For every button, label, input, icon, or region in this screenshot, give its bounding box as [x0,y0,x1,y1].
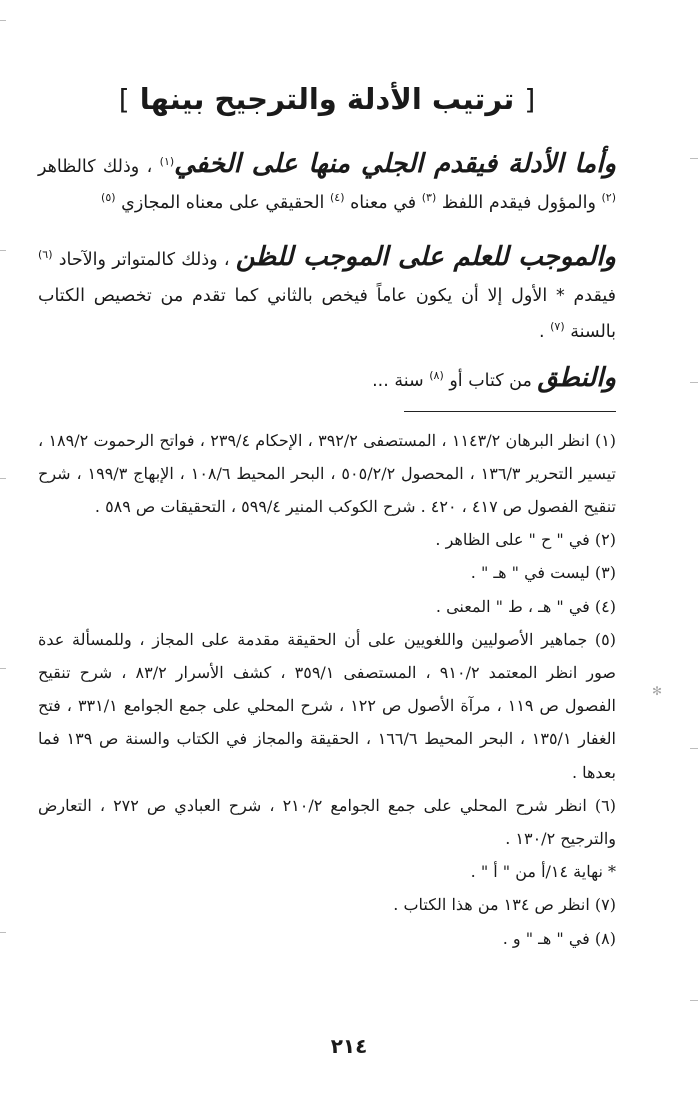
footnote: (٥) جماهير الأصوليين واللغويين على أن الحقيقة مقدمة على المجاز ، وللمسألة عدة صور انظر المعتمد ٩١٠/٢ ، المستصفى ٣٥٩/١ ، كشف الأسرار ٨٣/٢ ، شرح تنقيح الفصول ص ١١٩ ، مرآة الأصول ص ١٢٢ ، شرح المحلي على جمع الجوامع ٣٣١/١ ، فتح الغفار ١٣٥/١ ، البحر المحيط ١٦٦/٦ ، الحقيقة والمجاز في الكتاب والسنة ص ١٣٩ فما بعدها . [38,629,617,782]
footnote: (٧) انظر ص ١٣٤ من هذا الكتاب . [393,895,616,915]
footnote-ref: (٤) [329,191,345,205]
body-span: والمؤول فيقدم اللفظ [441,193,602,213]
page-number: ٢١٤ [330,1034,368,1058]
margin-tick [690,158,698,159]
footnote-ref: (٦) [38,247,53,261]
footnotes [38,424,616,955]
footnote: * نهاية ١٤/أ من " أ " . [470,862,616,882]
margin-tick [0,668,6,669]
body-span: في معناه [350,193,422,213]
body-span: . [538,321,551,342]
footnote: (٨) في " هـ " و . [502,928,616,948]
lead-phrase: والنطق [537,362,616,393]
lead-phrase: وأما الأدلة فيقدم الجلي منها على الخفي [174,149,616,179]
margin-tick [0,932,6,933]
scan-speck: ✻ [652,684,663,698]
title-bracket-open: [ [524,83,536,116]
body-span: الحقيقي على معناه المجازي [121,193,330,213]
body-span: سنة ... [372,370,430,391]
lead-phrase: والموجب للعلم على الموجب للظن [235,241,616,272]
body-span: ، وذلك كالمتواتر والآحاد [58,249,236,270]
title-text: ترتيب الأدلة والترجيح بينها [139,82,515,116]
paragraph-speech [38,360,616,399]
footnote-ref: (١) [159,155,175,169]
margin-tick [690,1000,698,1001]
paragraph-evidence-clear [38,146,616,221]
page-content [38,72,616,955]
margin-tick [0,250,6,251]
main-text [38,146,616,399]
footnote-separator [404,411,616,412]
footnote-ref: (٣) [421,191,437,205]
margin-tick [690,748,698,749]
margin-tick [0,478,6,479]
footnote-ref: (٢) [601,191,616,205]
margin-tick [690,382,698,383]
footnote: (٦) انظر شرح المحلي على جمع الجوامع ٢١٠/٢ ، شرح العبادي ص ٢٧٢ ، التعارض والترجيح ١٣٠/٢ . [38,795,616,848]
title-bracket-close: ] [118,83,130,116]
footnote: (٣) ليست في " هـ " . [470,563,616,583]
footnote-ref: (٥) [101,191,116,205]
footnote: (٢) في " ح " على الظاهر . [435,530,616,550]
body-span: ، وذلك كالظاهر [38,157,160,177]
paragraph-evidence-knowledge [38,239,616,350]
footnote: (٤) في " هـ ، ط " المعنى . [435,596,616,616]
body-span: من كتاب أو [449,370,538,391]
body-span: فيقدم * الأول إلا أن يكون عاماً فيخص بالثاني كما تقدم من تخصيص الكتاب بالسنة [38,285,616,342]
footnote-ref: (٨) [429,368,444,382]
footnote-ref: (٧) [550,319,565,333]
footnote: (١) انظر البرهان ١١٤٣/٢ ، المستصفى ٣٩٢/٢ ، الإحكام ٢٣٩/٤ ، فواتح الرحموت ١٨٩/٢ ، تيسير التحرير ١٣٦/٣ ، المحصول ٥٠٥/٢/٢ ، البحر المحيط ١٠٨/٦ ، الإبهاج ١٩٩/٣ ، شرح تنقيح الفصول ص ٤١٧ ، ٤٢٠ . شرح الكوكب المنير ٥٩٩/٤ ، التحقيقات ص ٥٨٩ . [38,430,617,516]
margin-tick [0,20,6,21]
page-title [38,82,616,116]
